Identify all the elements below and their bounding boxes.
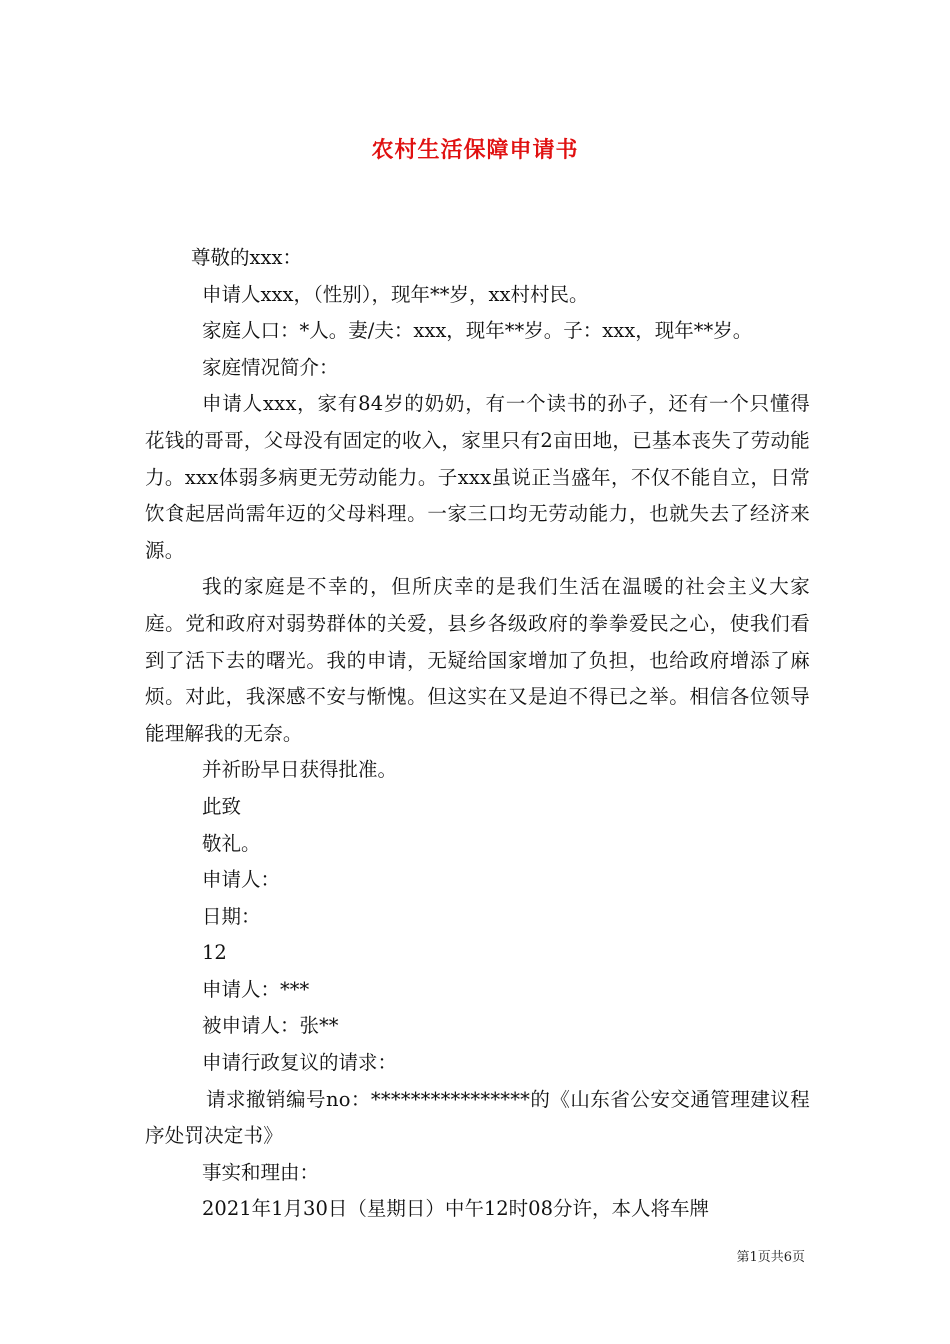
hope-line: 并祈盼早日获得批准。 [202,758,398,782]
signature-line: 申请人： [202,868,281,892]
paragraph-gratitude: 我的家庭是不幸的，但所庆幸的是我们生活在温暖的社会主义大家庭。党和政府对弱势群体的关爱，县乡各级政府的拳拳爱民之心，使我们看到了活下去的曙光。我的申请，无疑给国家增加了负担，也给政府增添了麻烦。对此，我深感不安与惭愧。但这实在又是迫不得已之举。相信各位领导能理解我的无奈。 [145,575,810,745]
family-line: 家庭人口：*人。妻/夫：xxx，现年**岁。子：xxx，现年**岁。 [202,319,753,343]
applicant-line: 申请人xxx，（性别），现年**岁，xx村村民。 [202,282,589,306]
document-body [145,240,810,1228]
family-intro-heading: 家庭情况简介： [202,355,339,379]
jingli-line: 敬礼。 [202,831,261,855]
facts-heading: 事实和理由： [202,1160,320,1184]
respondent-line: 被申请人：张** [202,1014,339,1038]
salutation: 尊敬的xxx： [191,246,302,269]
date-line: 日期： [202,904,261,928]
page-number: 第1页共6页 [736,1250,805,1265]
document-title: 农村生活保障申请书 [371,137,579,163]
paragraph-request: 请求撤销编号no：****************的《山东省公安交通管理建议程序处罚决定书》 [145,1087,810,1148]
cizhi-line: 此致 [202,794,242,818]
facts-first-line: 2021年1月30日（星期日）中午12时08分许，本人将车牌 [202,1197,709,1221]
applicant2-line: 申请人：*** [202,977,310,1001]
number-line: 12 [202,941,227,965]
paragraph-family-situation: 申请人xxx，家有84岁的奶奶，有一个读书的孙子，还有一个只懂得花钱的哥哥，父母没有固定的收入，家里只有2亩田地，已基本丧失了劳动能力。xxx体弱多病更无劳动能力。子xxx虽说正当盛年，不仅不能自立，日常饮食起居尚需年迈的父母料理。一家三口均无劳动能力，也就失去了经济来源。 [145,392,810,562]
request-heading: 申请行政复议的请求： [202,1051,398,1075]
